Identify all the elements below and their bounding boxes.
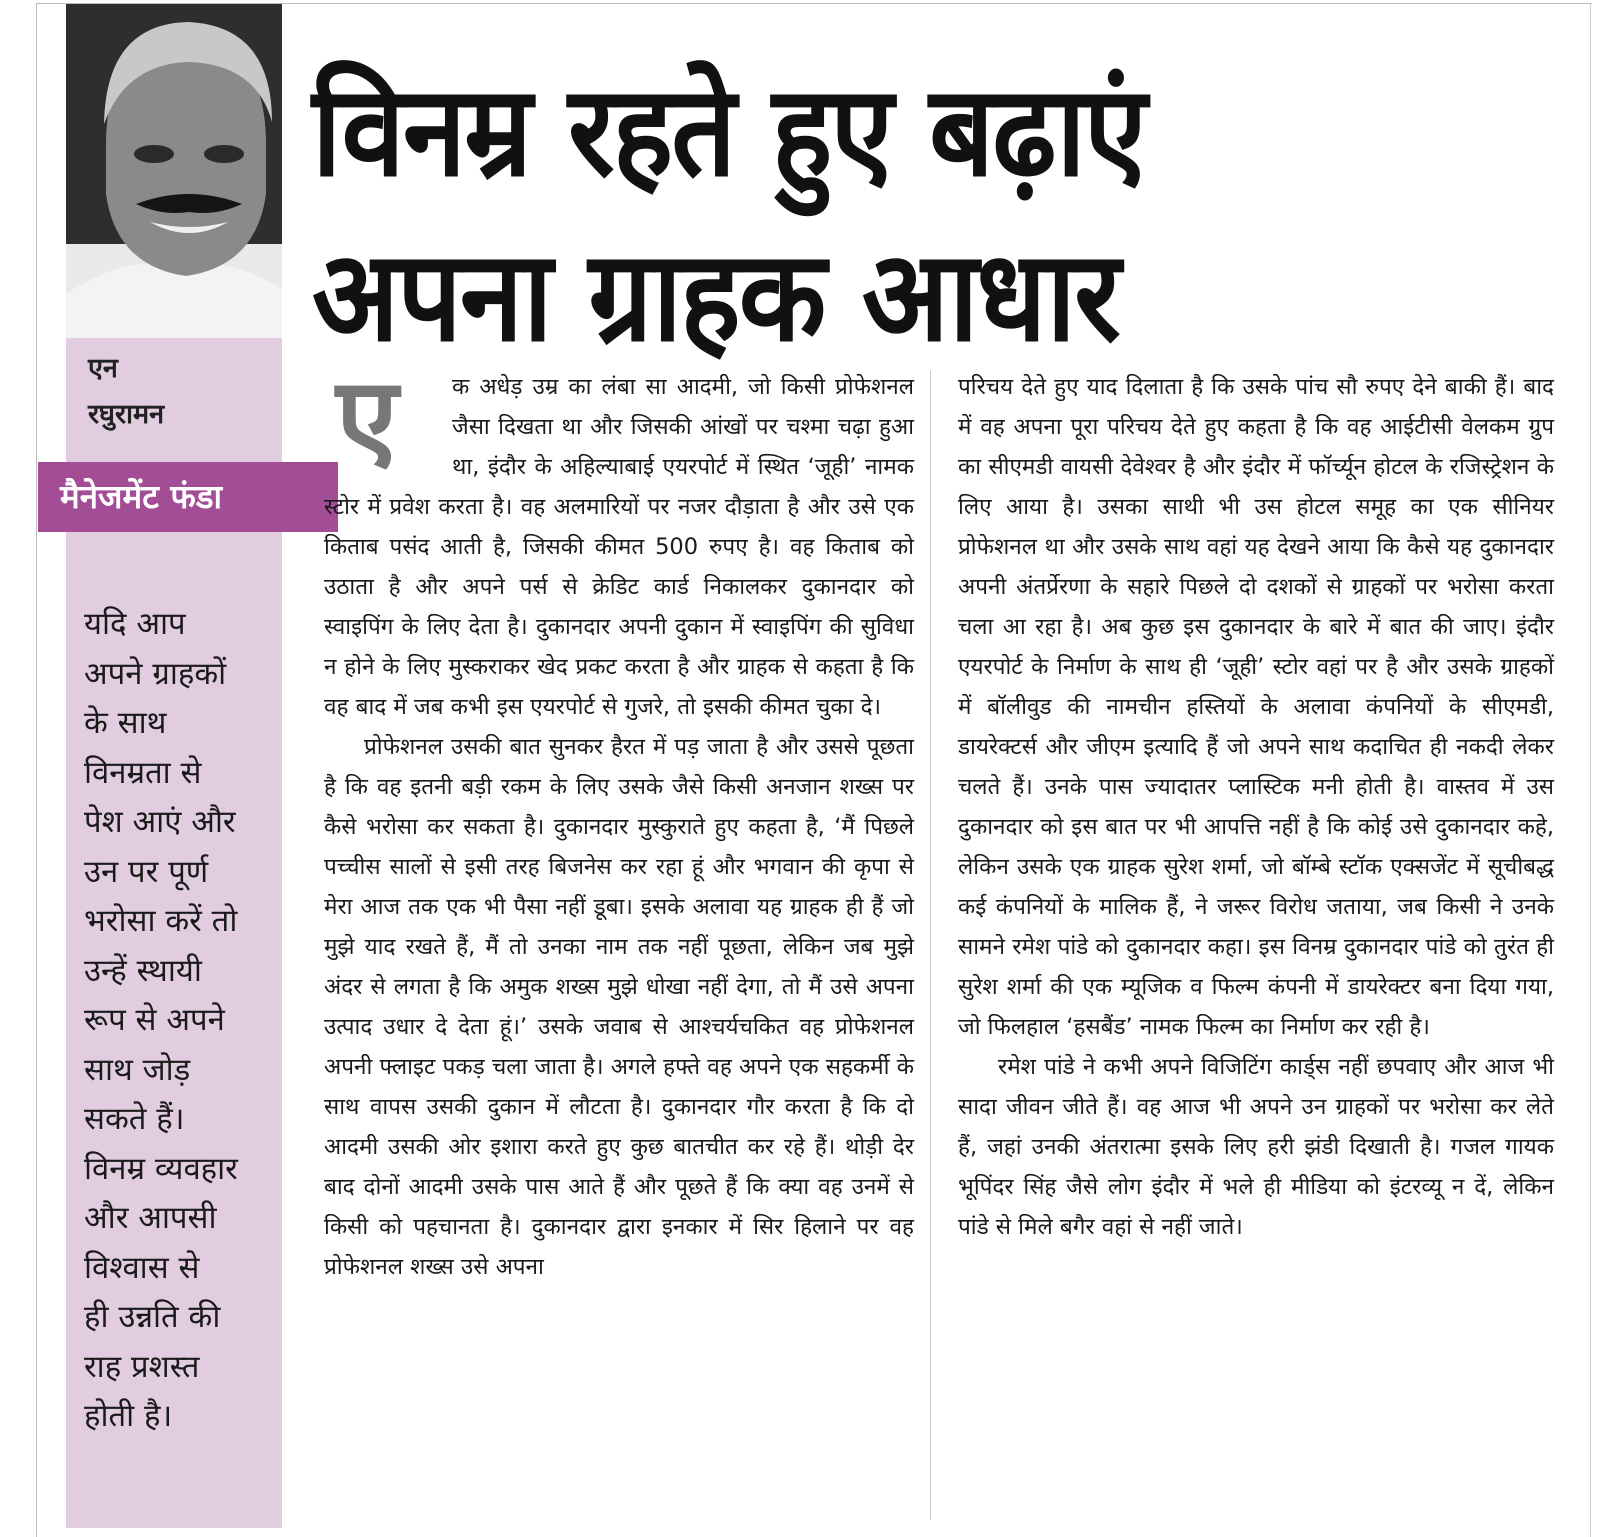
pull-quote-line: उन्हें स्थायी (84, 952, 202, 989)
article-column-left (324, 354, 914, 1287)
pull-quote-line: यदि आप (84, 606, 186, 642)
author-photo (66, 4, 282, 338)
headline-line-1: विनम्र रहते हुए बढ़ाएं (312, 57, 1145, 205)
pull-quote (84, 600, 274, 1442)
drop-cap: ए (336, 354, 398, 484)
article-paragraph: प्रोफेशनल उसकी बात सुनकर हैरत में पड़ जाता है और उससे पूछता है कि वह इतनी बड़ी रकम के लिए उसके जैसे किसी अनजान शख्स पर कैसे भरोसा कर सकता है। दुकानदार मुस्कुराते हुए कहता है, ‘मैं पिछले पच्चीस सालों से इसी तरह बिजनेस कर रहा हूं और भगवान की कृपा से मेरा आज तक एक भी पैसा नहीं डूबा। इसके अलावा यह ग्राहक ही हैं जो मुझे याद रखते हैं, मैं तो उनका नाम तक नहीं पूछता, लेकिन जब मुझे अंदर से लगता है कि अमुक शख्स मुझे धोखा नहीं देगा, तो मैं उसे अपना उत्पाद उधार दे देता हूं।’ उसके जवाब से आश्चर्यचकित वह प्रोफेशनल अपनी फ्लाइट पकड़ चला जाता है। अगले हफ्ते वह अपने एक सहकर्मी के साथ वापस उसकी दुकान में लौटता है। दुकानदार गौर करता है कि दो आदमी उसकी ओर इशारा करते हुए कुछ बातचीत कर रहे हैं। थोड़ी देर बाद दोनों आदमी उसके पास आते हैं और पूछते हैं कि क्या वह उनमें से किसी को पहचानता है। दुकानदार द्वारा इनकार में सिर हिलाने पर वह प्रोफेशनल शख्स उसे अपना (324, 734, 914, 1280)
pull-quote-line: अपने ग्राहकों (84, 655, 227, 692)
article-paragraph: परिचय देते हुए याद दिलाता है कि उसके पांच सौ रुपए देने बाकी हैं। बाद में वह अपना पूरा परिचय देते हुए कहता है कि वह आईटीसी वेलकम ग्रुप का सीएमडी वायसी देवेश्वर है और इंदौर में फॉर्च्यून होटल के रजिस्ट्रेशन के लिए आया है। उसका साथी भी उस होटल समूह का एक सीनियर प्रोफेशनल था और उसके साथ वहां यह देखने आया कि कैसे यह दुकानदार अपनी अंतर्प्रेरणा के सहारे पिछले दो दशकों से ग्राहकों पर भरोसा करता चला आ रहा है। अब कुछ इस दुकानदार के बारे में बात की जाए। इंदौर एयरपोर्ट के निर्माण के साथ ही ‘जूही’ स्टोर वहां पर है और उसके ग्राहकों में बॉलीवुड की नामचीन हस्तियों के अलावा कंपनियों के सीएमडी, डायरेक्टर्स और जीएम इत्यादि हैं जो अपने साथ कदाचित ही नकदी लेकर चलते हैं। उनके पास ज्यादातर प्लास्टिक मनी होती है। वास्तव में उस दुकानदार को इस बात पर भी आपत्ति नहीं है कि कोई उसे दुकानदार कहे, लेकिन उसके एक ग्राहक सुरेश शर्मा, जो बॉम्बे स्टॉक एक्सजेंट में सूचीबद्ध कई कंपनियों के मालिक हैं, ने जरूर विरोध जताया, जब किसी ने उनके सामने रमेश पांडे को दुकानदार कहा। इस विनम्र दुकानदार पांडे को तुरंत ही सुरेश शर्मा की एक म्यूजिक व फिल्म कंपनी में डायरेक्टर बना दिया गया, जो फिलहाल ‘हसबैंड’ नामक फिल्म का निर्माण कर रही है। (958, 374, 1554, 1040)
author-first-name: एन (88, 353, 118, 384)
pull-quote-line: और आपसी (84, 1200, 217, 1236)
author-portrait-image (66, 4, 282, 338)
headline-line-2: अपना ग्राहक आधार (312, 222, 1119, 370)
pull-quote-line: विनम्र व्यवहार (84, 1150, 238, 1187)
pull-quote-line: उन पर पूर्ण (84, 853, 209, 890)
page-frame-left (36, 3, 37, 1537)
pull-quote-line: होती है। (84, 1398, 173, 1434)
author-byline (88, 346, 278, 438)
article-paragraph: रमेश पांडे ने कभी अपने विजिटिंग कार्ड्स नहीं छपवाए और आज भी सादा जीवन जीते हैं। वह आज भी अपने उन ग्राहकों पर भरोसा कर लेते हैं, जहां उनकी अंतरात्मा इसके लिए हरी झंडी दिखाती है। गजल गायक भूपिंदर सिंह जैसे लोग इंदौर में भले ही मीडिया को इंटरव्यू न दें, लेकिन पांडे से मिले बगैर वहां से नहीं जाते। (958, 1054, 1554, 1240)
pull-quote-line: पेश आएं और (84, 804, 236, 840)
article-paragraph: क अधेड़ उम्र का लंबा सा आदमी, जो किसी प्रोफेशनल जैसा दिखता था और जिसकी आंखों पर चश्मा चढ़ा हुआ था, इंदौर के अहिल्याबाई एयरपोर्ट में स्थित ‘जूही’ नामक स्टोर में प्रवेश करता है। वह अलमारियों पर नजर दौड़ाता है और उसे एक किताब पसंद आती है, जिसकी कीमत 500 रुपए है। वह किताब को उठाता है और अपने पर्स से क्रेडिट कार्ड निकालकर दुकानदार को स्वाइपिंग के लिए देता है। दुकानदार अपनी दुकान में स्वाइपिंग की सुविधा न होने के लिए मुस्कराकर खेद प्रकट करता है और ग्राहक से कहता है कि वह बाद में जब कभी इस एयरपोर्ट से गुजरे, तो इसकी कीमत चुका दे। (324, 374, 914, 720)
pull-quote-line: विश्वास से (84, 1249, 200, 1286)
author-last-name: रघुरामन (88, 399, 165, 430)
pull-quote-line: के साथ (84, 705, 167, 741)
page-frame-right (1590, 3, 1591, 1537)
pull-quote-line: रूप से अपने (84, 1002, 225, 1038)
pull-quote-line: साथ जोड़ (84, 1051, 191, 1088)
column-divider (930, 370, 931, 1520)
headline (312, 38, 1582, 368)
article-column-right (958, 367, 1554, 1247)
pull-quote-line: राह प्रशस्त (84, 1348, 200, 1385)
pull-quote-line: विनम्रता से (84, 754, 202, 791)
column-name-tag: मैनेजमेंट फंडा (38, 462, 338, 532)
pull-quote-line: सकते हैं। (84, 1101, 185, 1137)
pull-quote-line: ही उन्नति की (84, 1299, 221, 1335)
pull-quote-line: भरोसा करें तो (84, 903, 238, 939)
